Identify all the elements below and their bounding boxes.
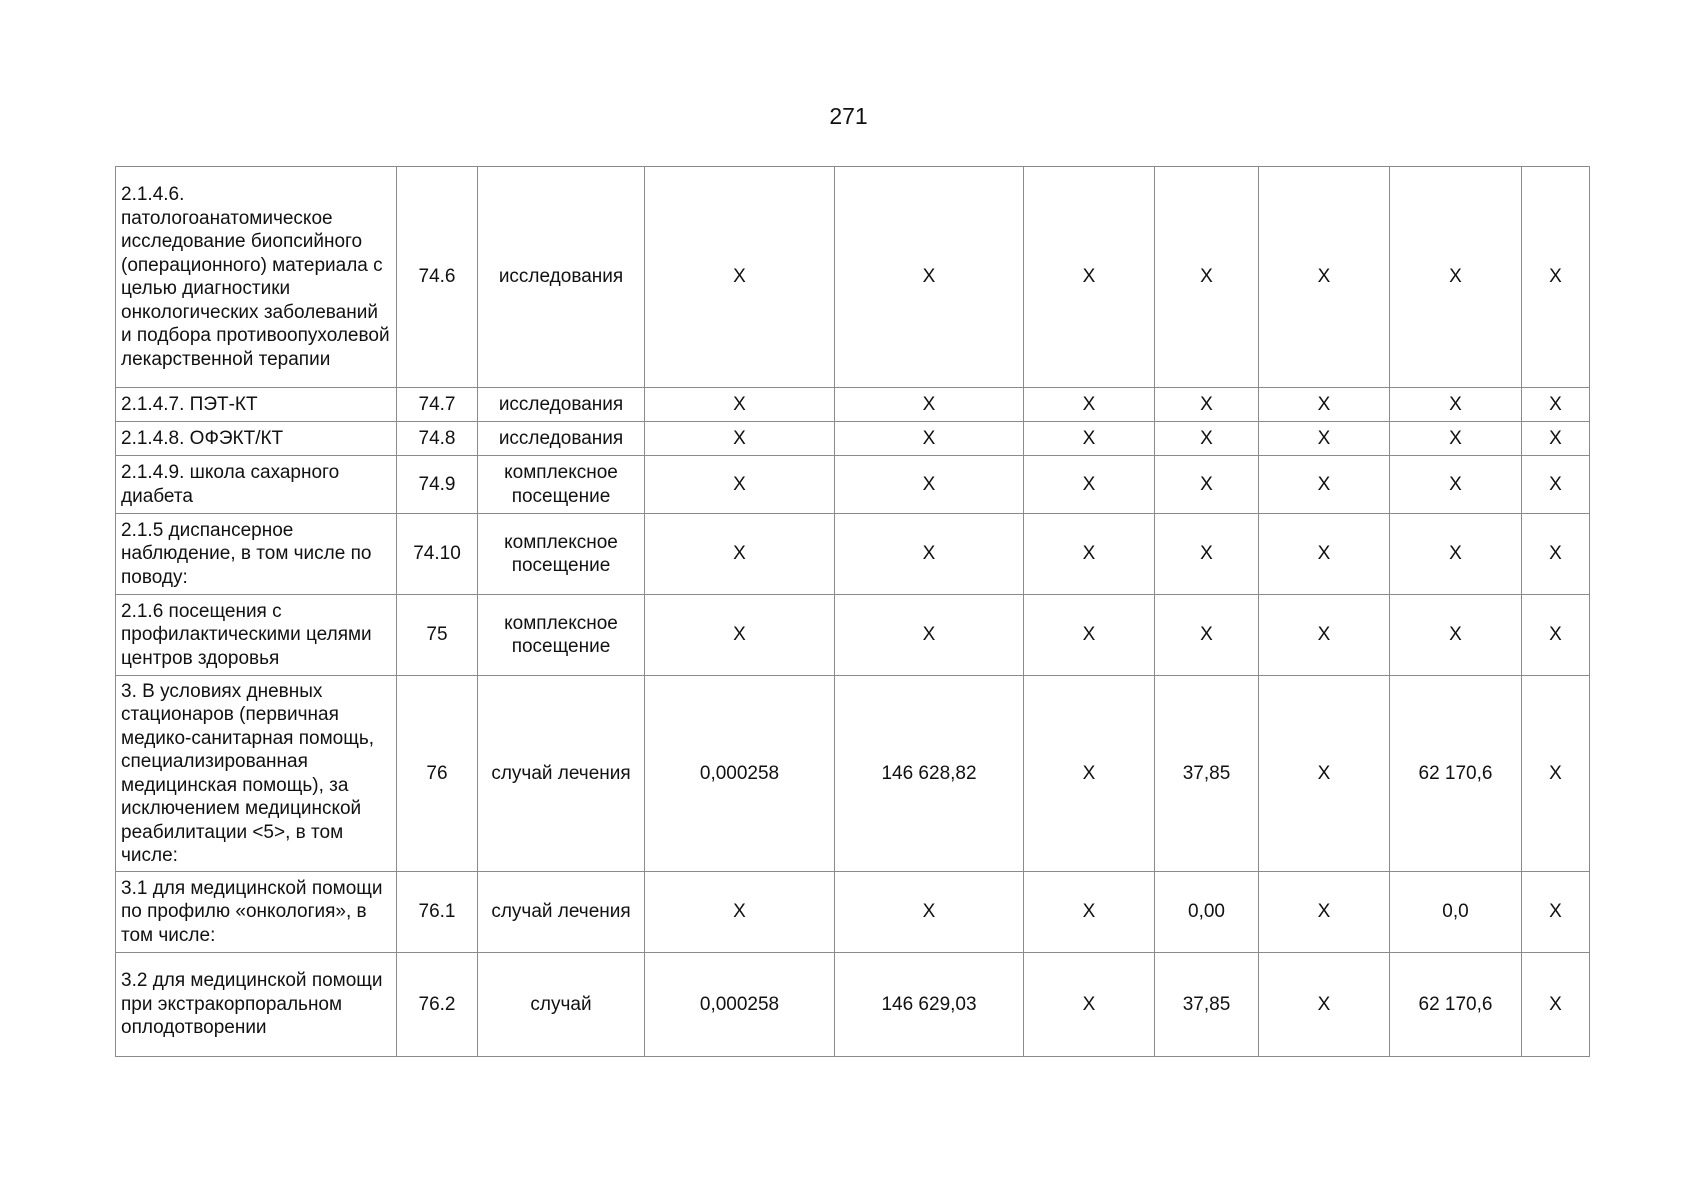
row-name-cell: 2.1.4.6. патологоанатомическое исследование биопсийного (операционного) материала с целью диагностики онкологических заболеваний и подбора противоопухолевой лекарственной терапии [116, 167, 397, 388]
value-cell: X [1522, 422, 1590, 456]
row-name-cell: 3.2 для медицинской помощи при экстракорпоральном оплодотворении [116, 953, 397, 1057]
value-cell: 0,000258 [645, 953, 835, 1057]
value-cell: X [1024, 953, 1155, 1057]
row-name-cell: 2.1.4.9. школа сахарного диабета [116, 456, 397, 514]
value-cell: X [1024, 422, 1155, 456]
data-table [115, 166, 1590, 1057]
table-row [116, 167, 1590, 388]
row-unit-cell: комплексное посещение [478, 514, 645, 595]
value-cell: X [645, 422, 835, 456]
value-cell: X [835, 456, 1024, 514]
table-row [116, 514, 1590, 595]
value-cell: X [1522, 872, 1590, 953]
value-cell: X [1024, 388, 1155, 422]
value-cell: X [645, 595, 835, 676]
value-cell: X [1024, 167, 1155, 388]
value-cell: X [1024, 595, 1155, 676]
value-cell: X [1155, 595, 1259, 676]
row-unit-cell: исследования [478, 388, 645, 422]
row-name-cell: 3.1 для медицинской помощи по профилю «онкология», в том числе: [116, 872, 397, 953]
value-cell: X [835, 388, 1024, 422]
value-cell: X [1522, 167, 1590, 388]
page-number: 271 [829, 103, 868, 129]
value-cell: X [1155, 456, 1259, 514]
table-row [116, 422, 1590, 456]
value-cell: X [1259, 167, 1390, 388]
value-cell: X [1259, 953, 1390, 1057]
value-cell: 37,85 [1155, 676, 1259, 872]
value-cell: X [1259, 422, 1390, 456]
value-cell: X [1390, 422, 1522, 456]
value-cell: X [1259, 676, 1390, 872]
row-unit-cell: исследования [478, 422, 645, 456]
row-name-cell: 2.1.5 диспансерное наблюдение, в том числе по поводу: [116, 514, 397, 595]
value-cell: X [835, 872, 1024, 953]
row-unit-cell: случай [478, 953, 645, 1057]
value-cell: X [1155, 167, 1259, 388]
value-cell: X [1024, 456, 1155, 514]
row-name-cell: 3. В условиях дневных стационаров (первичная медико-санитарная помощь, специализированная медицинская помощь), за исключением медицинской реабилитации <5>, в том числе: [116, 676, 397, 872]
value-cell: X [1522, 595, 1590, 676]
row-unit-cell: комплексное посещение [478, 595, 645, 676]
row-name-cell: 2.1.4.7. ПЭТ-КТ [116, 388, 397, 422]
value-cell: X [1024, 676, 1155, 872]
value-cell: 62 170,6 [1390, 953, 1522, 1057]
value-cell: X [835, 514, 1024, 595]
row-code-cell: 76.1 [397, 872, 478, 953]
value-cell: X [1390, 388, 1522, 422]
value-cell: X [1522, 388, 1590, 422]
value-cell: X [645, 388, 835, 422]
value-cell: X [1522, 676, 1590, 872]
value-cell: X [835, 167, 1024, 388]
row-unit-cell: исследования [478, 167, 645, 388]
value-cell: X [1390, 514, 1522, 595]
value-cell: 146 629,03 [835, 953, 1024, 1057]
row-code-cell: 74.7 [397, 388, 478, 422]
table-row [116, 388, 1590, 422]
row-code-cell: 74.9 [397, 456, 478, 514]
value-cell: X [1259, 514, 1390, 595]
value-cell: 62 170,6 [1390, 676, 1522, 872]
value-cell: X [645, 872, 835, 953]
value-cell: 146 628,82 [835, 676, 1024, 872]
value-cell: X [1522, 456, 1590, 514]
row-unit-cell: случай лечения [478, 872, 645, 953]
value-cell: 37,85 [1155, 953, 1259, 1057]
value-cell: X [1522, 514, 1590, 595]
table-row [116, 953, 1590, 1057]
value-cell: X [1259, 872, 1390, 953]
row-unit-cell: комплексное посещение [478, 456, 645, 514]
table-body [116, 167, 1590, 1057]
row-name-cell: 2.1.6 посещения с профилактическими целями центров здоровья [116, 595, 397, 676]
row-code-cell: 76.2 [397, 953, 478, 1057]
row-code-cell: 74.10 [397, 514, 478, 595]
value-cell: X [1259, 456, 1390, 514]
value-cell: X [645, 456, 835, 514]
table-row [116, 456, 1590, 514]
value-cell: X [1259, 388, 1390, 422]
value-cell: X [1390, 456, 1522, 514]
table-row [116, 595, 1590, 676]
value-cell: 0,000258 [645, 676, 835, 872]
value-cell: X [1522, 953, 1590, 1057]
row-code-cell: 76 [397, 676, 478, 872]
value-cell: X [835, 422, 1024, 456]
value-cell: X [1390, 167, 1522, 388]
table-row [116, 872, 1590, 953]
value-cell: X [1390, 595, 1522, 676]
value-cell: 0,00 [1155, 872, 1259, 953]
value-cell: X [645, 167, 835, 388]
table-row [116, 676, 1590, 872]
value-cell: X [1024, 872, 1155, 953]
row-unit-cell: случай лечения [478, 676, 645, 872]
value-cell: X [1155, 422, 1259, 456]
value-cell: X [1155, 514, 1259, 595]
row-code-cell: 75 [397, 595, 478, 676]
value-cell: X [645, 514, 835, 595]
value-cell: X [1024, 514, 1155, 595]
row-name-cell: 2.1.4.8. ОФЭКТ/КТ [116, 422, 397, 456]
value-cell: 0,0 [1390, 872, 1522, 953]
value-cell: X [1155, 388, 1259, 422]
row-code-cell: 74.6 [397, 167, 478, 388]
row-code-cell: 74.8 [397, 422, 478, 456]
value-cell: X [835, 595, 1024, 676]
value-cell: X [1259, 595, 1390, 676]
